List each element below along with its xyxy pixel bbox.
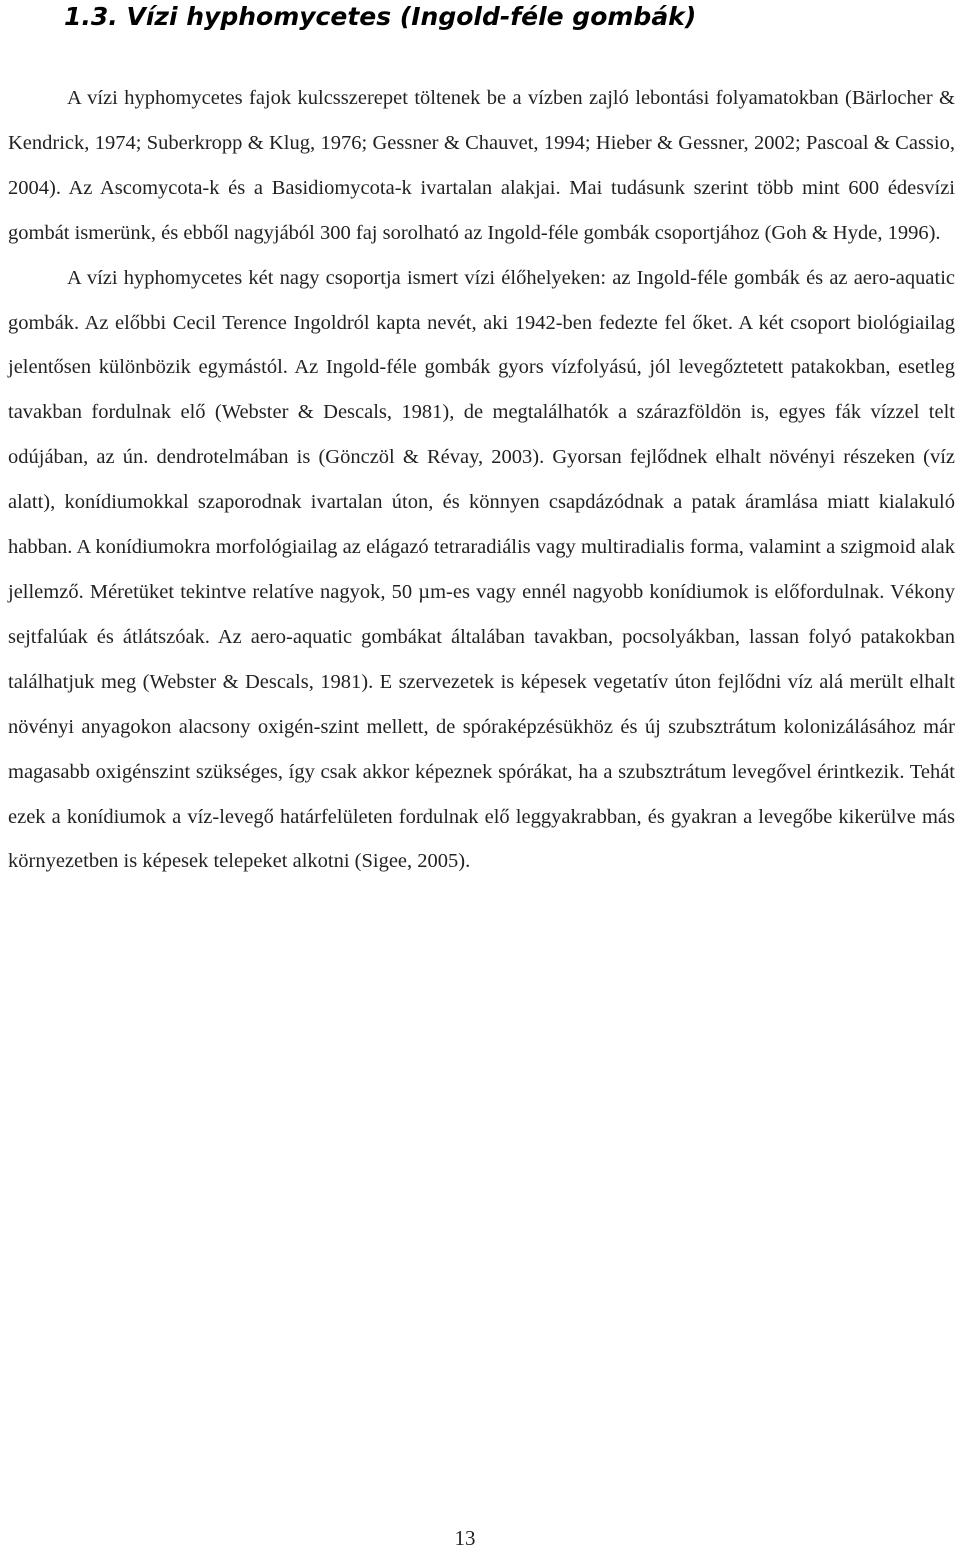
page-number: 13: [454, 1526, 476, 1550]
paragraph: A vízi hyphomycetes fajok kulcsszerepet töltenek be a vízben zajló lebontási folyamatokban (Bärlocher & Kendrick, 1974; Suberkropp & Klug, 1976; Gessner & Chauvet, 1994; Hieber & Gessner, 2002; Pascoal & Cassio, 2004). Az Ascomycota-k és a Basidiomycota-k ivartalan alakjai. Mai tudásunk szerint több mint 600 édesvízi gombát ismerünk, és ebből nagyjából 300 faj sorolható az Ingold-féle gombák csoportjához (Goh & Hyde, 1996).: [8, 87, 955, 244]
body-text: [8, 76, 955, 884]
paragraph: A vízi hyphomycetes két nagy csoportja ismert vízi élőhelyeken: az Ingold-féle gombák és az aero-aquatic gombák. Az előbbi Cecil Terence Ingoldról kapta nevét, aki 1942-ben fedezte fel őket. A két csoport biológiailag jelentősen különbözik egymástól. Az Ingold-féle gombák gyors vízfolyású, jól levegőztetett patakokban, esetleg tavakban fordulnak elő (Webster & Descals, 1981), de megtalálhatók a szárazföldön is, egyes fák vízzel telt odújában, az ún. dendrotelmában is (Gönczöl & Révay, 2003). Gyorsan fejlődnek elhalt növényi részeken (víz alatt), konídiumokkal szaporodnak ivartalan úton, és könnyen csapdázódnak a patak áramlása miatt kialakuló habban. A konídiumokra morfológiailag az elágazó tetraradiális vagy multiradialis forma, valamint a szigmoid alak jellemző. Méretüket tekintve relatíve nagyok, 50 µm-es vagy ennél nagyobb konídiumok is előfordulnak. Vékony sejtfalúak és átlátszóak. Az aero-aquatic gombákat általában tavakban, pocsolyákban, lassan folyó patakokban találhatjuk meg (Webster & Descals, 1981). E szervezetek is képesek vegetatív úton fejlődni víz alá merült elhalt növényi anyagokon alacsony oxigén-szint mellett, de spóraképzésükhöz és új szubsztrátum kolonizálásához már magasabb oxigénszint szükséges, így csak akkor képeznek spórákat, ha a szubsztrátum levegővel érintkezik. Tehát ezek a konídiumok a víz-levegő határfelületen fordulnak elő leggyakrabban, és gyakran a levegőbe kikerülve más környezetben is képesek telepeket alkotni (Sigee, 2005).: [8, 266, 955, 873]
section-heading: 1.3. Vízi hyphomycetes (Ingold-féle gombák): [64, 2, 697, 31]
